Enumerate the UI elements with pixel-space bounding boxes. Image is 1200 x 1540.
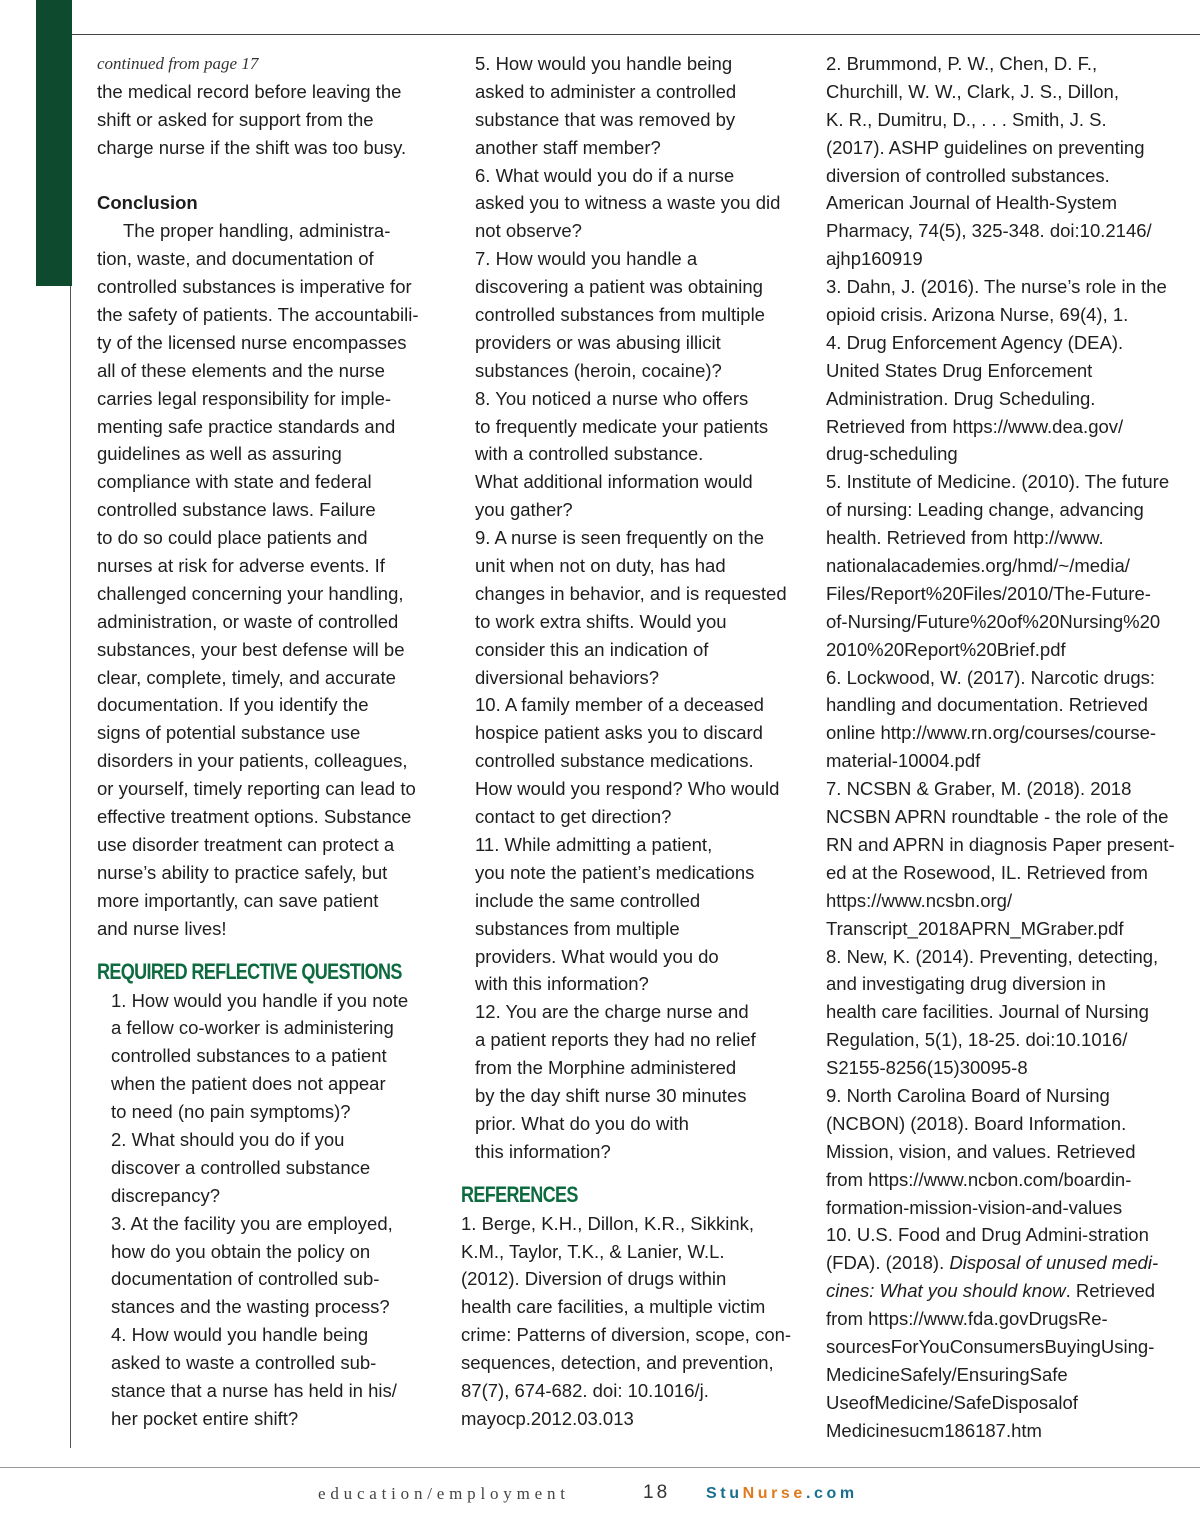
text-line: discovering a patient was obtaining [475,276,763,298]
text-line: controlled substances from multiple [475,304,765,326]
text-line: discover a controlled substance [111,1156,371,1178]
text-line: substances (heroin, cocaine)? [475,359,722,381]
text-line: more importantly, can save patient [97,889,379,911]
text-line: opioid crisis. Arizona Nurse, 69(4), 1. [826,304,1129,326]
text-line: ajhp160919 [826,248,923,270]
text-line: stance that a nurse has held in his/ [111,1379,397,1401]
text-line: 1. How would you handle if you note [111,989,409,1011]
text-line: 3. At the facility you are employed, [111,1212,393,1234]
text-line: The proper handling, administra- [123,220,391,242]
text-line: (2012). Diversion of drugs within [461,1268,727,1290]
text-line: you gather? [475,499,573,521]
questions-list-1 [97,987,437,1433]
text-line: 1. Berge, K.H., Dillon, K.R., Sikkink, [461,1212,755,1234]
text-line: and investigating drug diversion in [826,973,1106,995]
intro-paragraph [97,78,437,162]
text-line: hospice patient asks you to discard [475,722,763,744]
text-line: controlled substances to a patient [111,1045,387,1067]
green-accent-bar [36,0,72,286]
left-rule [70,286,71,1448]
text-line: use disorder treatment can protect a [97,833,395,855]
text-line: 4. Drug Enforcement Agency (DEA). [826,331,1124,353]
text-line: and nurse lives! [97,917,227,939]
text-line: 9. A nurse is seen frequently on the [475,527,764,549]
text-line: discrepancy? [111,1184,221,1206]
text-line: United States Drug Enforcement [826,359,1093,381]
text-line: MedicineSafely/EnsuringSafe [826,1363,1068,1385]
text-line: not observe? [475,220,582,242]
text-line: when the patient does not appear [111,1073,386,1095]
text-line: from https://www.fda.govDrugsRe- [826,1308,1108,1330]
questions-list-2 [475,50,805,1166]
text-line: 87(7), 674-682. doi: 10.1016/j. [461,1379,709,1401]
footer-section-label: education/employment [318,1484,570,1503]
text-line: Retrieved from https://www.dea.gov/ [826,415,1124,437]
text-line: Administration. Drug Scheduling. [826,387,1096,409]
text-line: K. R., Dumitru, D., . . . Smith, J. S. [826,108,1107,130]
text-line: administration, or waste of controlled [97,610,399,632]
text-line: 5. How would you handle being [475,53,733,74]
text-line: nurses at risk for adverse events. If [97,555,385,577]
text-line: Regulation, 5(1), 18-25. doi:10.1016/ [826,1029,1128,1051]
text-line: Pharmacy, 74(5), 325-348. doi:10.2146/ [826,220,1152,242]
text-line: or yourself, timely reporting can lead to [97,778,416,800]
text-line: sequences, detection, and prevention, [461,1352,774,1374]
text-line: substances, your best defense will be [97,638,405,660]
text-line: material-10004.pdf [826,750,981,772]
text-line: controlled substance laws. Failure [97,499,376,521]
text-line: with a controlled substance. [475,443,704,465]
text-line: menting safe practice standards and [97,415,396,437]
text-line: ed at the Rosewood, IL. Retrieved from [826,861,1148,883]
text-line: providers. What would you do [475,945,719,967]
text-line: 12. You are the charge nurse and [475,1001,749,1023]
column-2 [461,50,805,1433]
reference-fda-line-1: (FDA). (2018). Disposal of unused medi- [826,1252,1159,1274]
text-line: health. Retrieved from http://www. [826,527,1104,549]
reference-fda-line-2: cines: What you should know. Retrieved [826,1280,1156,1302]
text-line: How would you respond? Who would [475,778,780,800]
text-line: nurse’s ability to practice safely, but [97,861,388,883]
text-line: from the Morphine administered [475,1057,737,1079]
text-line: her pocket entire shift? [111,1407,299,1429]
text-line: RN and APRN in diagnosis Paper present- [826,833,1175,855]
text-line: how do you obtain the policy on [111,1240,371,1262]
brand-logo: StuNurse.com [706,1485,858,1502]
text-line: to work extra shifts. Would you [475,610,727,632]
text-line: online http://www.rn.org/courses/course- [826,722,1157,744]
column-1 [97,50,437,1433]
text-line: formation-mission-vision-and-values [826,1196,1123,1218]
text-line: challenged concerning your handling, [97,582,404,604]
top-rule [36,34,1200,35]
text-line: a patient reports they had no relief [475,1029,756,1051]
column-3 [826,50,1175,1445]
text-line: mayocp.2012.03.013 [461,1407,634,1429]
text-line: https://www.ncsbn.org/ [826,889,1013,911]
text-line: asked you to witness a waste you did [475,192,781,214]
text-line: 10. A family member of a deceased [475,694,764,716]
text-line: asked to administer a controlled [475,80,737,102]
text-line: 5. Institute of Medicine. (2010). The future [826,471,1170,493]
text-line: by the day shift nurse 30 minutes [475,1084,747,1106]
text-line: effective treatment options. Substance [97,806,412,828]
text-line: diversional behaviors? [475,666,660,688]
text-line: tion, waste, and documentation of [97,248,374,270]
text-line: 6. Lockwood, W. (2017). Narcotic drugs: [826,666,1156,688]
text-line: from https://www.ncbon.com/boardin- [826,1168,1132,1190]
text-line: drug-scheduling [826,443,958,465]
text-line: compliance with state and federal [97,471,372,493]
bottom-rule [0,1467,1200,1468]
text-line: guidelines as well as assuring [97,443,342,465]
text-line: Mission, vision, and values. Retrieved [826,1140,1136,1162]
text-line: include the same controlled [475,889,701,911]
text-line: 8. You noticed a nurse who offers [475,387,749,409]
text-line: consider this an indication of [475,638,709,660]
text-line: the medical record before leaving the [97,80,402,102]
text-line: Churchill, W. W., Clark, J. S., Dillon, [826,80,1119,102]
text-line: controlled substances is imperative for [97,276,412,298]
text-line: unit when not on duty, has had [475,555,726,577]
text-line: NCSBN APRN roundtable - the role of the [826,806,1169,828]
text-line: health care facilities, a multiple victim [461,1296,766,1318]
page-footer [0,1484,1200,1512]
text-line: 7. How would you handle a [475,248,698,270]
text-line: to need (no pain symptoms)? [111,1101,351,1123]
references-list-1 [461,1210,805,1433]
text-line: the safety of patients. The accountabili- [97,304,419,326]
text-line: prior. What do you do with [475,1112,689,1134]
references-list-2a [826,50,1175,1249]
text-line: S2155-8256(15)30095-8 [826,1057,1028,1079]
text-line: diversion of controlled substances. [826,164,1110,186]
page-number: 18 [643,1482,671,1503]
text-line: crime: Patterns of diversion, scope, con- [461,1324,792,1346]
text-line: Transcript_2018APRN_MGraber.pdf [826,917,1124,939]
text-line: providers or was abusing illicit [475,331,721,353]
text-line: (2017). ASHP guidelines on preventing [826,136,1145,158]
text-line: American Journal of Health-System [826,192,1117,214]
text-line: this information? [475,1140,611,1162]
text-line: 2. Brummond, P. W., Chen, D. F., [826,53,1098,74]
text-line: documentation of controlled sub- [111,1268,380,1290]
questions-heading: REQUIRED REFLECTIVE QUESTIONS [97,958,402,984]
text-line: 2. What should you do if you [111,1128,345,1150]
text-line: a fellow co-worker is administering [111,1017,394,1039]
text-line: of nursing: Leading change, advancing [826,499,1144,521]
text-line: clear, complete, timely, and accurate [97,666,396,688]
text-line: you note the patient’s medications [475,861,755,883]
text-line: 6. What would you do if a nurse [475,164,735,186]
text-line: sourcesForYouConsumersBuyingUsing- [826,1335,1155,1357]
text-line: 4. How would you handle being [111,1324,369,1346]
text-line: 11. While admitting a patient, [475,833,713,855]
text-line: asked to waste a controlled sub- [111,1352,377,1374]
text-line: all of these elements and the nurse [97,359,385,381]
conclusion-heading: Conclusion [97,192,198,214]
references-heading: REFERENCES [461,1181,578,1207]
text-line: 9. North Carolina Board of Nursing [826,1084,1110,1106]
text-line: 3. Dahn, J. (2016). The nurse’s role in the [826,276,1167,298]
text-line: Files/Report%20Files/2010/The-Future- [826,582,1151,604]
references-list-2b [826,1305,1166,1444]
text-line: substances from multiple [475,917,680,939]
text-line: nationalacademies.org/hmd/~/media/ [826,555,1130,577]
text-line: stances and the wasting process? [111,1296,390,1318]
text-line: K.M., Taylor, T.K., & Lanier, W.L. [461,1240,725,1262]
text-line: controlled substance medications. [475,750,754,772]
text-line: 10. U.S. Food and Drug Admini-stration [826,1224,1149,1246]
text-line: disorders in your patients, colleagues, [97,750,408,772]
text-line: 8. New, K. (2014). Preventing, detecting, [826,945,1159,967]
text-line: changes in behavior, and is requested [475,582,787,604]
text-line: What additional information would [475,471,753,493]
text-line: 7. NCSBN & Graber, M. (2018). 2018 [826,778,1132,800]
text-line: UseofMedicine/SafeDisposalof [826,1391,1078,1413]
text-line: (NCBON) (2018). Board Information. [826,1112,1127,1134]
text-line: contact to get direction? [475,806,672,828]
text-line: shift or asked for support from the [97,108,374,130]
text-line: substance that was removed by [475,108,736,130]
text-line: Medicinesucm186187.htm [826,1419,1042,1441]
text-line: health care facilities. Journal of Nursing [826,1001,1149,1023]
text-line: handling and documentation. Retrieved [826,694,1148,716]
text-line: of-Nursing/Future%20of%20Nursing%20 [826,610,1161,632]
text-line: ty of the licensed nurse encompasses [97,331,407,353]
text-line: to do so could place patients and [97,527,368,549]
text-line: charge nurse if the shift was too busy. [97,136,407,158]
text-line: carries legal responsibility for imple- [97,387,392,409]
continued-note: continued from page 17 [97,54,259,73]
text-line: another staff member? [475,136,661,158]
text-line: documentation. If you identify the [97,694,369,716]
text-line: to frequently medicate your patients [475,415,769,437]
text-line: 2010%20Report%20Brief.pdf [826,638,1066,660]
text-line: signs of potential substance use [97,722,361,744]
text-line: with this information? [475,973,649,995]
conclusion-paragraph [97,217,437,942]
